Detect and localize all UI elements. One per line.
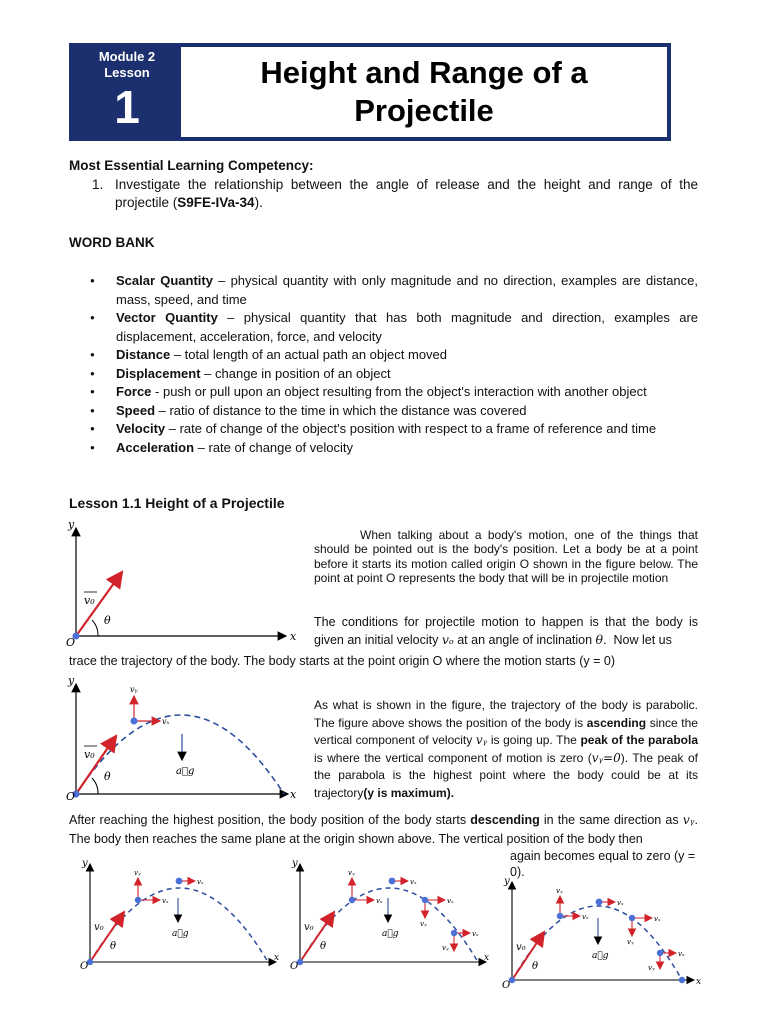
competency-end: ). — [254, 195, 263, 210]
v0-label: v₀ — [94, 922, 104, 933]
lesson-header — [69, 43, 671, 141]
ymax-term: (y is maximum). — [363, 785, 455, 800]
p4-text-b: in the same direction as — [543, 813, 679, 827]
paragraph-3 — [314, 697, 698, 802]
p3-text-d: is where the vertical component of motion is zero ( — [314, 750, 592, 765]
theta-label: θ — [104, 614, 111, 627]
definition: – physical quantity with only magnitude and no direction, examples are distance, mass, speed, and time — [116, 273, 698, 307]
p3-text-a: As what is shown in the figure, the trajectory of the body is parabolic. The figure above shows the position of the body is — [314, 698, 698, 730]
x-label: x — [290, 630, 297, 643]
competency-text: Investigate the relationship between the angle of release and the height and range of the projectile ( — [115, 177, 698, 210]
term: Speed — [116, 402, 156, 418]
body-point — [657, 950, 663, 956]
vx-label: vₓ — [472, 930, 479, 938]
term: Velocity — [116, 421, 166, 436]
body-point — [451, 930, 457, 936]
p2-text-c: Now let us — [613, 633, 672, 647]
x-label: x — [274, 953, 280, 963]
term: Force — [116, 384, 152, 399]
paragraph-2: The conditions for projectile motion to happen is that the body is given an initial velocity vₒ at an angle of inclination θ. Now let us — [314, 615, 698, 647]
vy-label: vᵧ — [130, 685, 138, 694]
vy-symbol: vᵧ — [475, 733, 488, 747]
peak-term: peak of the parabola — [580, 733, 699, 747]
definition: – change in position of an object — [200, 365, 391, 381]
vx-label: vₓ — [376, 897, 383, 905]
vx-label: vₓ — [162, 897, 169, 905]
definition: - push or pull upon an object resulting from the object's interaction with another object — [151, 384, 647, 399]
vx-label: vₓ — [162, 717, 170, 726]
x-label: x — [484, 953, 490, 963]
vy-symbol: vᵧ — [682, 812, 695, 827]
x-label: x — [290, 788, 297, 801]
ag-label: a⃗g — [176, 766, 195, 777]
y-label: y — [68, 518, 75, 531]
list-item — [90, 272, 698, 309]
figure-descending — [288, 856, 498, 974]
word-bank-heading: WORD BANK — [69, 235, 155, 250]
competency-item-number: 1. — [92, 177, 104, 192]
v0-label: v₀ — [304, 922, 314, 933]
module-label: Module 2 — [98, 49, 156, 64]
vx-label: vₓ — [617, 899, 624, 907]
theta-label: θ — [110, 941, 117, 952]
y-label: y — [504, 876, 510, 887]
body-point — [557, 913, 563, 919]
angle-arc — [92, 778, 98, 794]
figure-ascending — [64, 676, 304, 804]
p3-text-c: is going up. The — [490, 733, 577, 747]
list-item — [90, 439, 698, 458]
p2-text-a: The conditions for projectile motion to happen is that the body is given an initial velocity — [314, 615, 698, 647]
ascending-term: ascending — [586, 715, 647, 730]
vy-label: vᵧ — [556, 887, 563, 895]
paragraph-1: When talking about a body's motion, one of the things that should be pointed out is the body's position. Let a body be at a point before it starts its motion called origin O shown in the figure below. The point at point O represents the body that will be in projectile motion — [314, 528, 698, 586]
p4-text-c: . The body then reaches the same plane at the origin shown above. The vertical position of the body then — [69, 813, 698, 846]
origin-label: O — [66, 636, 76, 649]
descending-term: descending — [470, 813, 540, 827]
theta-label: θ — [320, 941, 327, 952]
theta-symbol: θ — [595, 632, 604, 647]
vx-label: vₓ — [197, 878, 204, 886]
x-label: x — [696, 977, 702, 987]
vo-symbol: vₒ — [441, 632, 454, 647]
module-box — [73, 47, 181, 137]
vx-label: vₓ — [582, 913, 589, 921]
trajectory — [90, 888, 268, 962]
ag-label: a⃗g — [172, 929, 189, 939]
term: Acceleration — [116, 439, 195, 455]
definition: – physical quantity that has both magnitude and direction, examples are displacement, acceleration, force, and velocity — [116, 310, 698, 344]
competency-heading: Most Essential Learning Competency: — [69, 158, 314, 173]
body-point — [679, 977, 685, 983]
v0-label: v₀ — [84, 594, 95, 607]
lesson-number: 1 — [114, 81, 140, 133]
body-point — [389, 878, 396, 885]
origin-label: O — [502, 980, 511, 991]
vy-zero-symbol: vᵧ=0 — [591, 750, 621, 765]
lesson-heading: Lesson 1.1 Height of a Projectile — [69, 495, 285, 511]
velocity-vector — [90, 912, 124, 962]
page-title-text: Height and Range of a Projectile — [260, 55, 588, 128]
list-item — [90, 346, 698, 365]
velocity-vector — [76, 572, 122, 636]
body-point — [176, 878, 183, 885]
definition: – rate of change of the object's position with respect to a frame of reference and time — [165, 421, 657, 436]
competency-item — [115, 176, 698, 212]
figure-landing — [500, 874, 710, 992]
body-point — [629, 915, 635, 921]
term: Vector Quantity — [116, 310, 218, 325]
body-point — [131, 718, 138, 725]
body-point — [422, 897, 428, 903]
paragraph-2-line-2: trace the trajectory of the body. The body starts at the point origin O where the motion starts (y = 0) — [69, 654, 615, 668]
theta-label: θ — [532, 961, 539, 972]
p3-text-b: since the vertical component of velocity — [314, 715, 698, 747]
velocity-vector — [512, 932, 544, 980]
y-label: y — [68, 676, 75, 687]
definition: – rate of change of velocity — [194, 439, 354, 455]
list-item — [90, 420, 698, 439]
origin-label: O — [290, 961, 299, 972]
v0-label: v₀ — [516, 942, 526, 953]
vy-label: vᵧ — [627, 938, 634, 946]
term: Displacement — [116, 365, 201, 381]
vy-label: vᵧ — [648, 964, 655, 972]
paragraph-4-continued: again becomes equal to zero (y = 0). — [510, 849, 696, 879]
vx-label: vₓ — [410, 878, 417, 886]
term: Distance — [116, 347, 171, 362]
competency-code: S9FE-IVa-34 — [177, 195, 255, 210]
definition: – ratio of distance to the time in which the distance was covered — [155, 402, 527, 418]
list-item — [90, 309, 698, 346]
definition: – total length of an actual path an object moved — [170, 347, 448, 362]
vx-label: vₓ — [678, 950, 685, 958]
figure-origin — [64, 518, 304, 650]
body-point — [135, 897, 141, 903]
list-item — [90, 365, 698, 384]
p3-text-e: ). The peak of the parabola is the highest point where the body could be at its trajectory — [314, 750, 699, 800]
paragraph-4 — [69, 810, 698, 849]
body-point — [349, 897, 355, 903]
lesson-label: Lesson — [104, 65, 150, 80]
p2-text-b: at an angle of inclination — [457, 633, 593, 647]
y-label: y — [82, 858, 88, 869]
ag-label: a⃗g — [382, 929, 399, 939]
v0-label: v₀ — [84, 748, 95, 761]
vy-label: vᵧ — [442, 944, 449, 952]
vx-label: vₓ — [654, 915, 661, 923]
ag-label: a⃗g — [592, 951, 609, 961]
figure-peak — [78, 856, 288, 974]
body-point — [596, 899, 603, 906]
origin-label: O — [66, 790, 76, 803]
word-bank-list — [90, 272, 698, 457]
list-item — [90, 402, 698, 421]
vy-label: vᵧ — [348, 869, 355, 877]
vy-label: vᵧ — [420, 920, 427, 928]
list-item — [90, 383, 698, 402]
vy-label: vᵧ — [134, 869, 141, 877]
y-label: y — [292, 858, 298, 869]
term: Scalar Quantity — [116, 273, 213, 288]
page-title — [181, 47, 667, 137]
velocity-vector — [300, 912, 334, 962]
angle-arc — [92, 620, 98, 636]
vx-label: vₓ — [447, 897, 454, 905]
theta-label: θ — [104, 770, 111, 783]
velocity-vector — [76, 736, 116, 794]
p4-text-a: After reaching the highest position, the body position of the body starts — [69, 813, 467, 827]
origin-label: O — [80, 961, 89, 972]
